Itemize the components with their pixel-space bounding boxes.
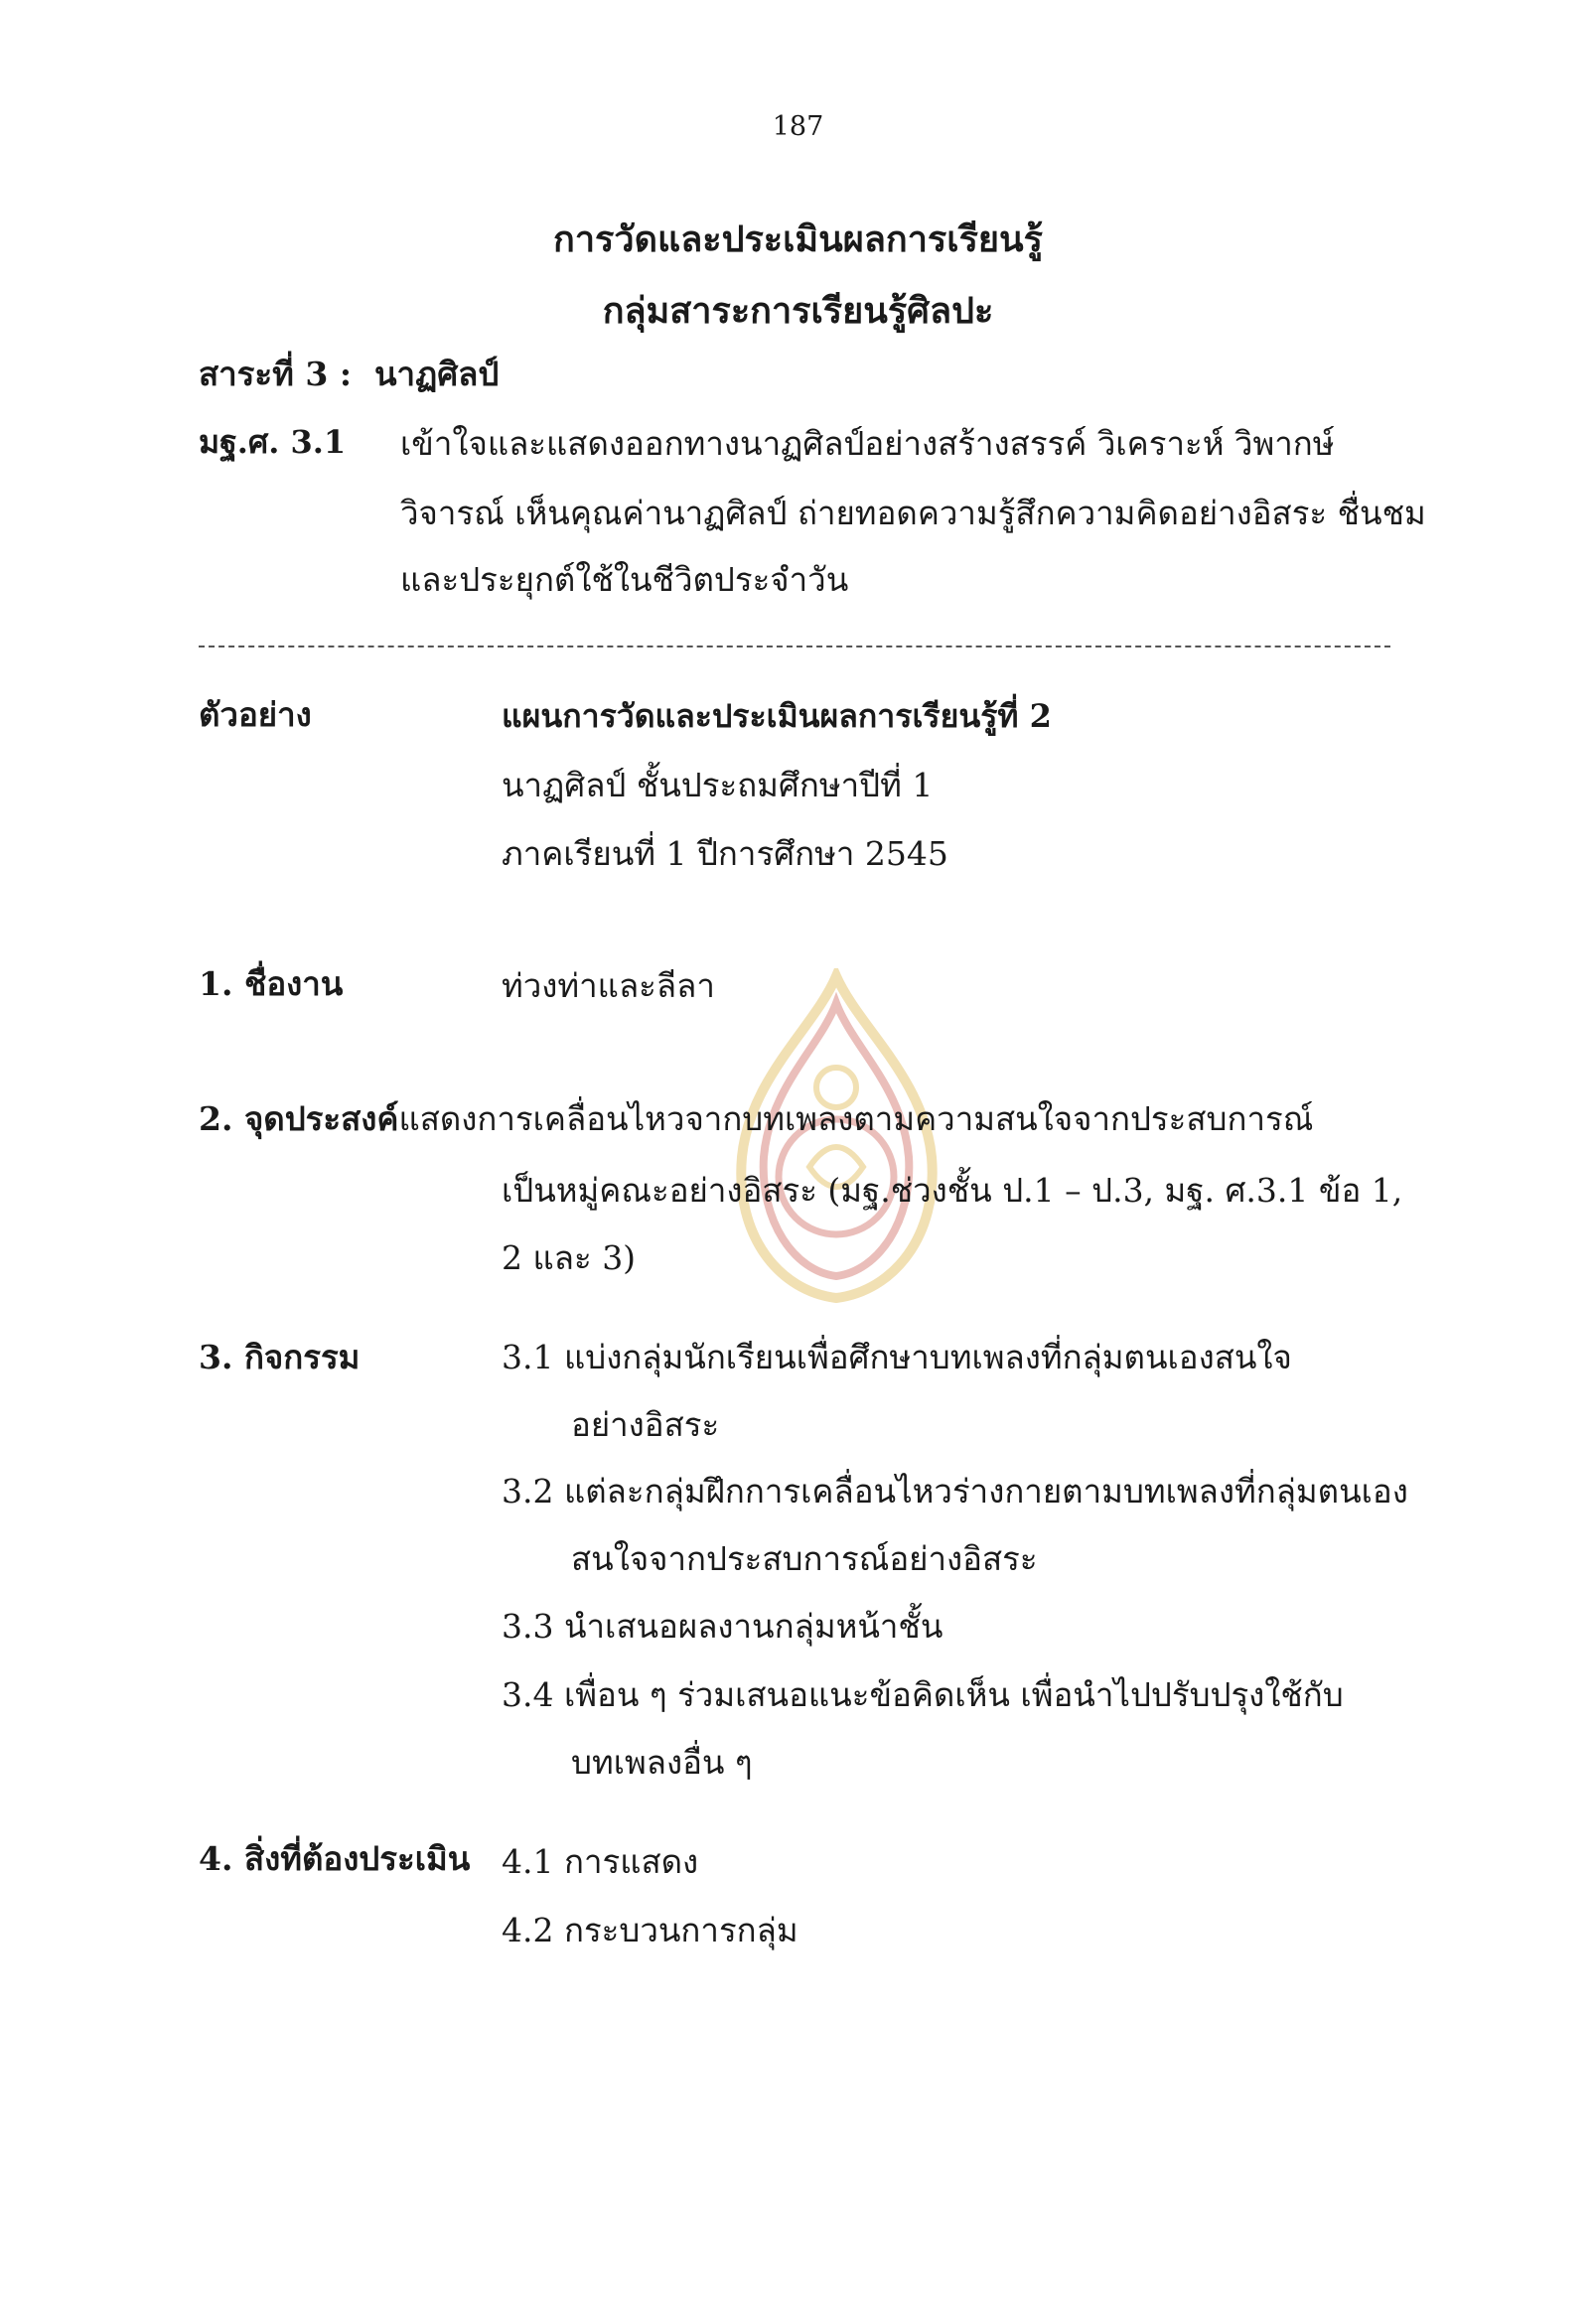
- activity-3-1: 3.1 แบ่งกลุ่มนักเรียนเพื่อศึกษาบทเพลงที่กลุ่มตนเองสนใจ: [502, 1338, 1292, 1376]
- example-label: ตัวอย่าง: [199, 695, 312, 734]
- standard-code: มฐ.ศ. 3.1: [199, 423, 347, 461]
- section-2-label: 2. จุดประสงค์: [199, 1099, 399, 1138]
- activity-3-1-cont: อย่างอิสระ: [571, 1405, 720, 1444]
- title-line-1: การวัดและประเมินผลการเรียนรู้: [553, 218, 1043, 260]
- example-line-3: ภาคเรียนที่ 1 ปีการศึกษา 2545: [502, 834, 948, 873]
- section-3-label: 3. กิจกรรม: [199, 1338, 361, 1376]
- strand-label: สาระที่ 3 :: [199, 355, 352, 393]
- title-line-2: กลุ่มสาระการเรียนรู้ศิลปะ: [602, 290, 994, 332]
- section-2-line-1: แสดงการเคลื่อนไหวจากบทเพลงตามความสนใจจากประสบการณ์: [398, 1099, 1314, 1138]
- assessment-4-1: 4.1 การแสดง: [502, 1842, 699, 1881]
- activity-3-2: 3.2 แต่ละกลุ่มฝึกการเคลื่อนไหวร่างกายตามบทเพลงที่กลุ่มตนเอง: [502, 1472, 1408, 1511]
- standard-line-3: และประยุกต์ใช้ในชีวิตประจำวัน: [400, 560, 849, 599]
- strand-name: นาฏศิลป์: [373, 355, 500, 393]
- assessment-4-2: 4.2 กระบวนการกลุ่ม: [502, 1911, 798, 1949]
- example-line-2: นาฏศิลป์ ชั้นประถมศึกษาปีที่ 1: [502, 766, 934, 804]
- section-1-label: 1. ชื่องาน: [199, 964, 344, 1003]
- section-4-label: 4. สิ่งที่ต้องประเมิน: [199, 1839, 471, 1878]
- standard-line-2: วิจารณ์ เห็นคุณค่านาฏศิลป์ ถ่ายทอดความรู้สึกความคิดอย่างอิสระ ชื่นชม: [400, 494, 1426, 532]
- section-2-line-2: เป็นหมู่คณะอย่างอิสระ (มฐ.ช่วงชั้น ป.1 – ป.3, มฐ. ศ.3.1 ข้อ 1,: [502, 1171, 1403, 1210]
- activity-3-2-cont: สนใจจากประสบการณ์อย่างอิสระ: [571, 1539, 1038, 1578]
- example-heading: แผนการวัดและประเมินผลการเรียนรู้ที่ 2: [502, 697, 1052, 735]
- strand-heading: [199, 348, 499, 400]
- dashed-divider: [199, 646, 1390, 648]
- standard-line-1: เข้าใจและแสดงออกทางนาฏศิลป์อย่างสร้างสรรค์ วิเคราะห์ วิพากษ์: [400, 424, 1335, 463]
- activity-3-3: 3.3 นำเสนอผลงานกลุ่มหน้าชั้น: [502, 1607, 943, 1646]
- page-number: 187: [772, 111, 824, 142]
- activity-3-4-cont: บทเพลงอื่น ๆ: [571, 1743, 753, 1782]
- section-2-line-3: 2 และ 3): [502, 1238, 637, 1277]
- section-2-row: [199, 1092, 1313, 1145]
- activity-3-4: 3.4 เพื่อน ๆ ร่วมเสนอแนะข้อคิดเห็น เพื่อนำไปปรับปรุงใช้กับ: [502, 1675, 1344, 1714]
- section-1-value: ท่วงท่าและลีลา: [502, 966, 715, 1005]
